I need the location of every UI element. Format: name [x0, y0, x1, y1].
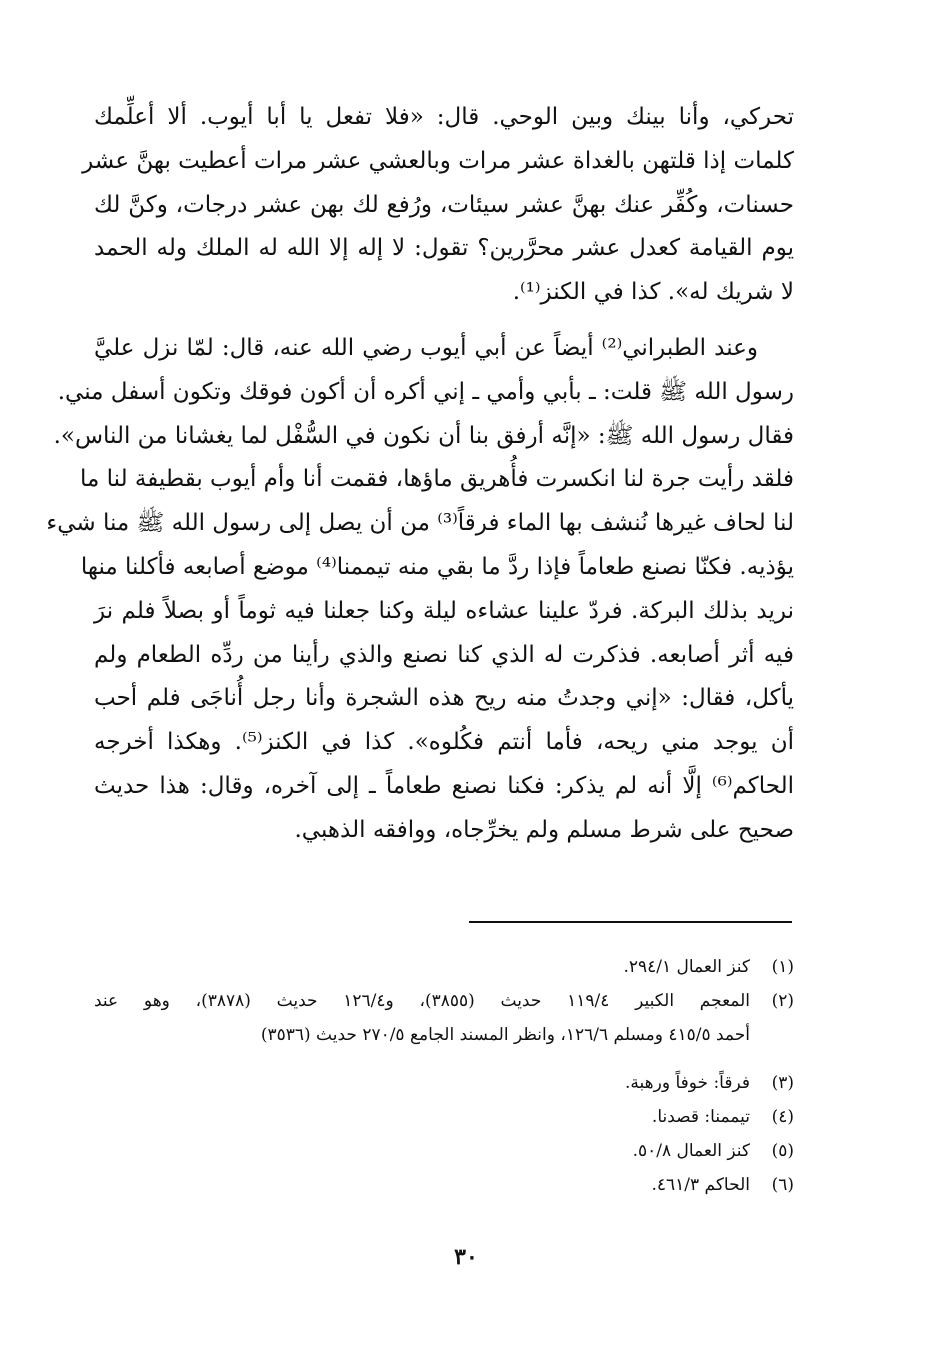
footnote-number: (٣) [771, 1073, 794, 1093]
paragraph-1 [82, 96, 794, 315]
footnote [94, 1134, 794, 1168]
text-line: صحيح على شرط مسلم ولم يخرِّجاه، ووافقه الذهبي. [294, 816, 794, 843]
footnote-text: تيممنا: قصدنا. [651, 1107, 750, 1127]
text-line: وعند الطبراني⁽²⁾ أيضاً عن أبي أيوب رضي الله عنه، قال: لمّا نزل عليَّ [94, 334, 758, 361]
footnote-number: (٤) [771, 1107, 794, 1127]
text-line: رسول الله ﷺ قلت: ـ بأبي وأمي ـ إني أكره أن أكون فوقك وتكون أسفل مني. [57, 378, 794, 405]
footnote-text: المعجم الكبير ١١٩/٤ حديث (٣٨٥٥)، و١٢٦/٤ حديث (٣٨٧٨)، وهو عند [94, 991, 751, 1011]
text-line: الحاكم⁽⁶⁾ إلَّا أنه لم يذكر: فكنا نصنع طعاماً ـ إلى آخره، وقال: هذا حديث [94, 772, 794, 799]
text-line: كلمات إذا قلتهن بالغداة عشر مرات وبالعشي عشر مرات أعطيت بهنَّ عشر [82, 147, 794, 174]
text-line: فيه أثر أصابعه. فذكرت له الذي كنا نصنع والذي رأينا من ردِّه الطعام ولم [94, 641, 794, 668]
page-number: ٣٠ [454, 1244, 478, 1270]
footnote-text: أحمد ٤١٥/٥ ومسلم ١٢٦/٦، وانظر المسند الجامع ٢٧٠/٥ حديث (٣٥٣٦) [260, 1025, 750, 1045]
paragraph-2 [46, 327, 794, 853]
main-text [46, 96, 794, 853]
footnote [94, 950, 794, 984]
footnote-number: (١) [771, 957, 794, 977]
text-line: فقال رسول الله ﷺ: «إنَّه أرفق بنا أن نكون في السُّفْل لما يغشانا من الناس». [53, 422, 794, 449]
footnote-text: فرقاً: خوفاً ورهبة. [625, 1073, 750, 1093]
footnote [94, 1100, 794, 1134]
footnote-text: كنز العمال ٥٠/٨. [632, 1141, 750, 1161]
text-line: فلقد رأيت جرة لنا انكسرت فأُهريق ماؤها، فقمت أنا وأم أيوب بقطيفة لنا ما [80, 466, 794, 493]
text-line: تحركي، وأنا بينك وبين الوحي. قال: «فلا تفعل يا أبا أيوب. ألا أعلِّمك [94, 104, 794, 130]
text-line: يؤذيه. فكنّا نصنع طعاماً فإذا ردَّ ما بقي منه تيممنا⁽⁴⁾ موضع أصابعه فأكلنا منها [80, 553, 794, 580]
footnote [94, 984, 794, 1052]
text-line: يأكل، فقال: «إني وجدتُ منه ريح هذه الشجرة وأنا رجل أُناجَى فلم أحب [94, 685, 794, 712]
paragraph-gap [94, 315, 794, 327]
footnote-divider [469, 921, 792, 923]
text-line: لا شريك له». كذا في الكنز⁽¹⁾. [512, 279, 794, 306]
footnote-text: كنز العمال ٢٩٤/١. [623, 957, 750, 977]
footnote [94, 1066, 794, 1100]
text-line: لنا لحاف غيرها نُنشف بها الماء فرقاً⁽³⁾ من أن يصل إلى رسول الله ﷺ منا شيء [46, 510, 794, 537]
text-line: يوم القيامة كعدل عشر محرَّرين؟ تقول: لا إله إلا الله له الملك وله الحمد [94, 235, 794, 262]
footnote-number: (٦) [771, 1175, 794, 1195]
footnote-number: (٢) [771, 991, 794, 1011]
footnote-text: الحاكم ٤٦١/٣. [651, 1175, 750, 1195]
footnote-number: (٥) [771, 1141, 794, 1161]
footnote [94, 1168, 794, 1202]
text-line: نريد بذلك البركة. فردّ علينا عشاءه ليلة وكنا جعلنا فيه ثوماً أو بصلاً فلم نرَ [94, 597, 794, 624]
footnotes [94, 950, 794, 1202]
text-line: حسنات، وكُفِّر عنك بهنَّ عشر سيئات، ورُفع لك بهن عشر درجات، وكنَّ لك [94, 191, 794, 218]
text-line: أن يوجد مني ريحه، فأما أنتم فكُلوه». كذا في الكنز⁽⁵⁾. وهكذا أخرجه [94, 729, 794, 756]
